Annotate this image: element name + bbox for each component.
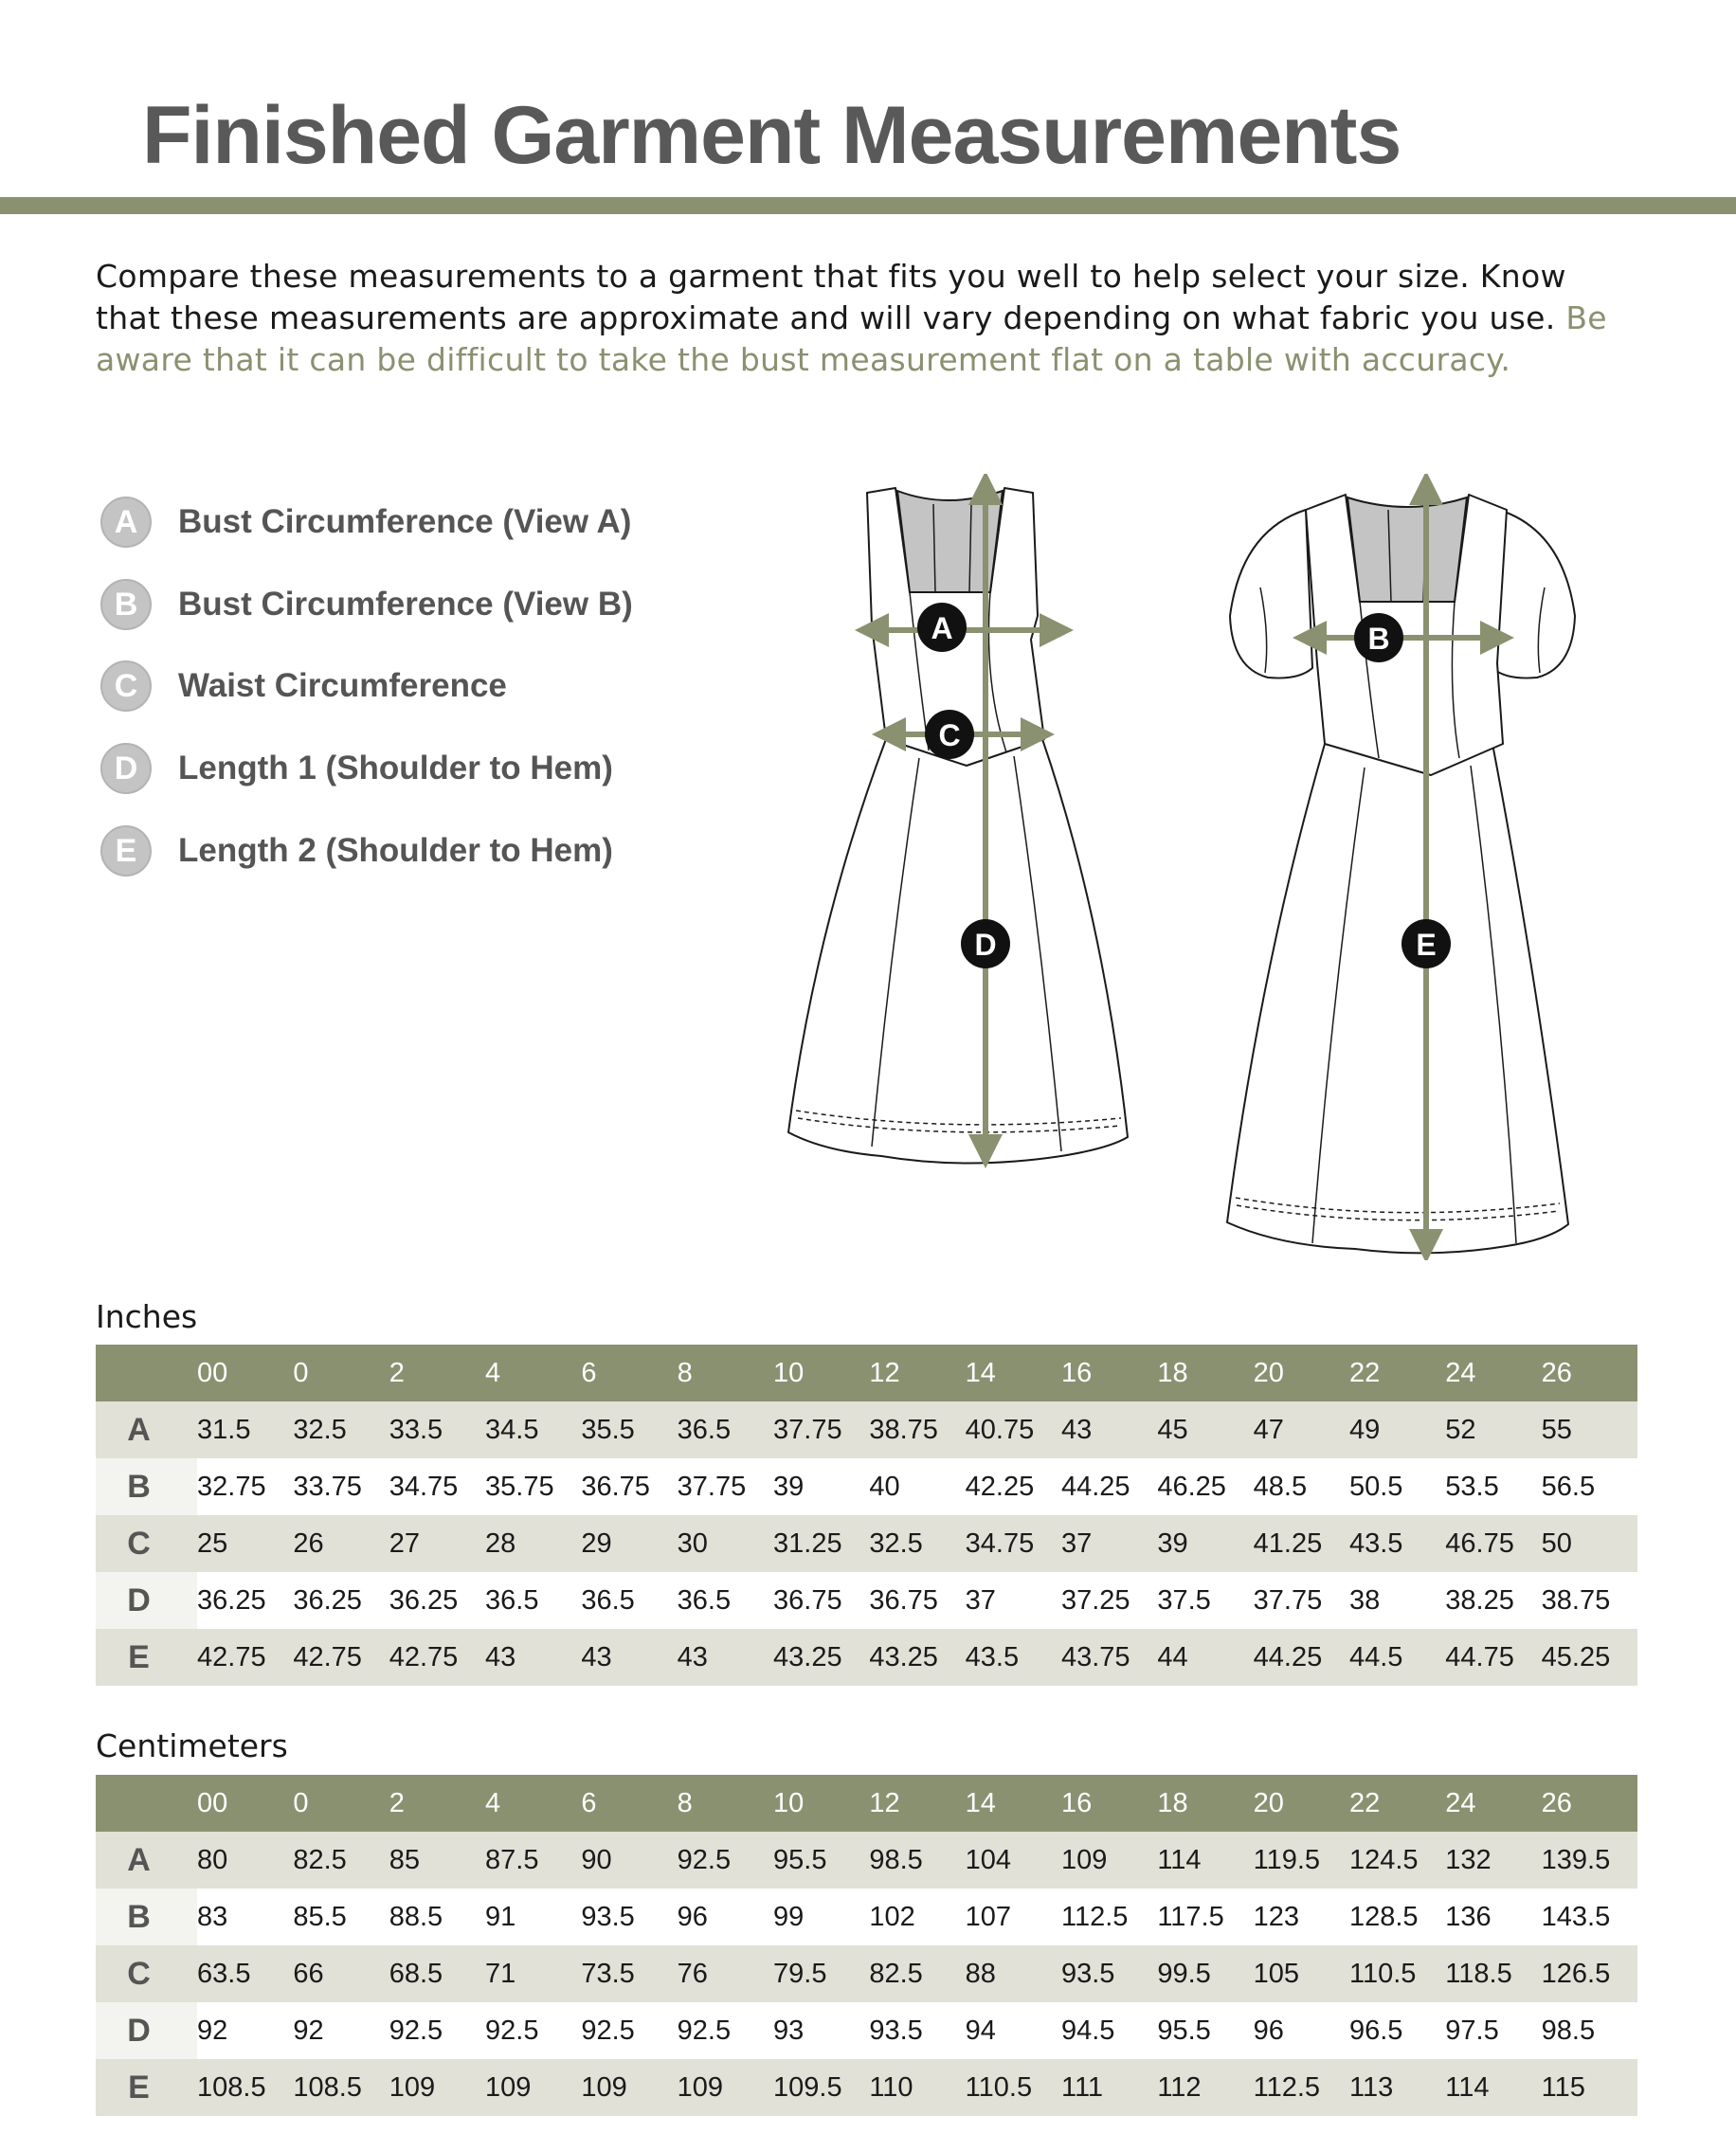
- intro-accent: Be aware that it can be difficult to take the bust measurement flat on a table with accuracy.: [96, 299, 1607, 378]
- table-row: [96, 1945, 1637, 2002]
- table-cell: 43.25: [869, 1641, 938, 1672]
- table-cell: 139.5: [1541, 1844, 1611, 1875]
- table-cell: 37.75: [677, 1471, 747, 1502]
- size-header: 2: [389, 1787, 405, 1818]
- size-header: 24: [1445, 1787, 1476, 1818]
- table-cell: 55: [1541, 1414, 1572, 1445]
- row-key: B: [96, 1889, 197, 1945]
- table-cell: 43: [485, 1641, 516, 1672]
- table-cell: 36.5: [677, 1584, 732, 1616]
- size-header: 2: [389, 1357, 405, 1388]
- header-corner: [96, 1345, 197, 1401]
- size-header: 22: [1348, 1787, 1381, 1818]
- marker-c: C: [938, 718, 961, 752]
- size-header: 00: [197, 1787, 228, 1818]
- table-cell: 93: [773, 2015, 805, 2046]
- row-key: A: [127, 1841, 151, 1878]
- size-header: 18: [1157, 1357, 1188, 1388]
- table-cell: 37: [1060, 1527, 1093, 1559]
- table-cell: 44: [1157, 1641, 1188, 1672]
- table-cell: 92.5: [677, 2015, 732, 2046]
- table-cell: 46.75: [1445, 1527, 1514, 1559]
- table-cell: 63.5: [197, 1958, 251, 1989]
- table-cell: 95.5: [1157, 2015, 1211, 2046]
- table-cell: 98.5: [869, 1844, 923, 1875]
- table-cell: 95.5: [773, 1844, 827, 1875]
- table-cell: 36.25: [389, 1584, 459, 1616]
- table-cell: 79.5: [773, 1958, 827, 1989]
- size-header: 4: [485, 1787, 501, 1818]
- table-cell: 117.5: [1157, 1901, 1224, 1932]
- size-header: 16: [1060, 1357, 1093, 1388]
- table-cell: 29: [581, 1527, 612, 1559]
- table-cell: 123: [1253, 1901, 1300, 1932]
- table-cell: 102: [869, 1901, 915, 1932]
- table-cell: 104: [965, 1844, 1012, 1875]
- table-cell: 109: [581, 2071, 627, 2103]
- table-cell: 32.5: [293, 1414, 347, 1445]
- table-cell: 43: [677, 1641, 708, 1672]
- table-cell: 36.25: [197, 1584, 266, 1616]
- legend-badge-c: C: [100, 660, 152, 712]
- table-cell: 99.5: [1157, 1958, 1211, 1989]
- table-cell: 92.5: [581, 2015, 635, 2046]
- size-header: 20: [1253, 1787, 1284, 1818]
- table-cell: 44.25: [1060, 1471, 1130, 1502]
- size-header: 10: [773, 1357, 805, 1388]
- legend-item-b: [100, 578, 633, 631]
- table-cell: 110: [869, 2071, 913, 2103]
- marker-e: E: [1416, 928, 1437, 962]
- intro-main: Compare these measurements to a garment that fits you well to help select your size. Know that these measurements are approximate and will vary depending on what fabric you use.: [96, 258, 1566, 336]
- table-cell: 32.5: [869, 1527, 923, 1559]
- legend-label-e: Length 2 (Shoulder to Hem): [178, 832, 613, 869]
- table-cell: 38: [1348, 1584, 1381, 1616]
- table-cell: 113: [1348, 2071, 1394, 2103]
- table-cell: 36.25: [293, 1584, 362, 1616]
- table-cell: 36.75: [581, 1471, 650, 1502]
- table-cell: 34.75: [389, 1471, 459, 1502]
- size-header: 22: [1348, 1357, 1381, 1388]
- row-key: E: [128, 1638, 150, 1675]
- header-corner: [96, 1775, 197, 1832]
- size-header: 00: [197, 1357, 228, 1388]
- size-header: 10: [773, 1787, 805, 1818]
- table-cell: 41.25: [1253, 1527, 1323, 1559]
- size-header: 0: [293, 1357, 309, 1388]
- table-cell: 45: [1157, 1414, 1188, 1445]
- table-cell: 73.5: [581, 1958, 635, 1989]
- table-cell: 114: [1157, 1844, 1202, 1875]
- legend-item-e: [100, 824, 613, 877]
- size-header: 16: [1060, 1787, 1093, 1818]
- table-cell: 28: [485, 1527, 516, 1559]
- intro-text: [96, 256, 1631, 381]
- table-cell: 43.75: [1060, 1641, 1130, 1672]
- table-cell: 38.25: [1445, 1584, 1514, 1616]
- table-cell: 36.5: [485, 1584, 539, 1616]
- table-cell: 92: [197, 2015, 228, 2046]
- legend-badge-b: B: [100, 579, 152, 630]
- table-cell: 42.75: [197, 1641, 266, 1672]
- table-cell: 36.75: [773, 1584, 842, 1616]
- table-cell: 93.5: [581, 1901, 635, 1932]
- table-row: [96, 1515, 1637, 1572]
- table-cell: 44.5: [1348, 1641, 1403, 1672]
- table-cell: 30: [677, 1527, 708, 1559]
- table-cell: 108.5: [293, 2071, 362, 2103]
- table-cell: 34.75: [965, 1527, 1035, 1559]
- title-divider: [0, 197, 1736, 214]
- table-cell: 88.5: [389, 1901, 443, 1932]
- table-cell: 37: [965, 1584, 996, 1616]
- table-cell: 126.5: [1541, 1958, 1611, 1989]
- table-cell: 42.75: [293, 1641, 362, 1672]
- legend-item-a: [100, 496, 631, 549]
- table-cell: 42.75: [389, 1641, 459, 1672]
- table-cell: 112: [1157, 2071, 1202, 2103]
- table-cell: 37.75: [1253, 1584, 1323, 1616]
- table-cell: 82.5: [293, 1844, 347, 1875]
- table-cell: 42.25: [965, 1471, 1035, 1502]
- table-cell: 110.5: [965, 2071, 1033, 2103]
- table-cell: 85: [389, 1844, 420, 1875]
- table-row: [96, 1458, 1637, 1515]
- row-key: C: [127, 1955, 151, 1992]
- marker-d: D: [974, 928, 997, 962]
- table-row: [96, 2002, 1637, 2059]
- size-header: 12: [869, 1357, 900, 1388]
- size-header: 8: [677, 1787, 693, 1818]
- table-cell: 109.5: [773, 2071, 842, 2103]
- table-cell: 87.5: [485, 1844, 539, 1875]
- table-cell: 45.25: [1541, 1641, 1611, 1672]
- legend-badge-a: A: [100, 497, 152, 548]
- size-header: 14: [965, 1357, 996, 1388]
- table-cell: 34.5: [485, 1414, 539, 1445]
- row-key: C: [127, 1525, 151, 1562]
- table-cell: 53.5: [1445, 1471, 1499, 1502]
- page-title: Finished Garment Measurements: [142, 90, 1401, 181]
- table-cell: 109: [1060, 1844, 1108, 1875]
- table-cell: 124.5: [1348, 1844, 1419, 1875]
- row-key: D: [96, 2002, 197, 2059]
- legend-badge-d: D: [100, 743, 152, 794]
- table-cell: 119.5: [1253, 1844, 1321, 1875]
- table-cell: 56.5: [1541, 1471, 1596, 1502]
- table-cell: 128.5: [1348, 1901, 1419, 1932]
- table-row: [96, 1832, 1637, 1889]
- table-cell: 36.75: [869, 1584, 938, 1616]
- table-cell: 114: [1445, 2071, 1490, 2103]
- size-header: 18: [1157, 1787, 1188, 1818]
- table-cell: 115: [1541, 2071, 1585, 2103]
- table-cell: 88: [965, 1958, 996, 1989]
- size-header: 12: [869, 1787, 900, 1818]
- table-cell: 39: [1157, 1527, 1188, 1559]
- table-cell: 96: [677, 1901, 708, 1932]
- table-cell: 50.5: [1348, 1471, 1403, 1502]
- table-cell: 91: [485, 1901, 516, 1932]
- row-key: E: [128, 2069, 150, 2106]
- table-cell: 118.5: [1445, 1958, 1512, 1989]
- table-cell: 37.5: [1157, 1584, 1211, 1616]
- table-cell: 43: [1060, 1414, 1093, 1445]
- dress-view-b-illustration: [1222, 474, 1582, 1260]
- table-cell: 76: [677, 1958, 708, 1989]
- inches-header-row: [96, 1345, 1637, 1401]
- marker-a: A: [931, 611, 953, 645]
- table-row: [96, 2059, 1637, 2116]
- table-cell: 37.75: [773, 1414, 842, 1445]
- row-key: A: [127, 1411, 151, 1448]
- table-cell: 92.5: [389, 2015, 443, 2046]
- table-cell: 93.5: [1060, 1958, 1115, 1989]
- table-cell: 43.25: [773, 1641, 842, 1672]
- table-cell: 132: [1445, 1844, 1492, 1875]
- table-cell: 80: [197, 1844, 228, 1875]
- size-header: 24: [1445, 1357, 1476, 1388]
- size-header: 20: [1253, 1357, 1284, 1388]
- centimeters-label: Centimeters: [96, 1727, 288, 1764]
- table-cell: 94: [965, 2015, 996, 2046]
- size-header: 4: [485, 1357, 501, 1388]
- table-cell: 38.75: [1541, 1584, 1611, 1616]
- table-cell: 50: [1541, 1527, 1572, 1559]
- table-row: [96, 1889, 1637, 1945]
- table-cell: 99: [773, 1901, 805, 1932]
- table-cell: 92.5: [677, 1844, 732, 1875]
- legend-badge-e: E: [100, 825, 152, 877]
- table-cell: 68.5: [389, 1958, 443, 1989]
- table-cell: 112.5: [1060, 1901, 1129, 1932]
- table-cell: 47: [1253, 1414, 1284, 1445]
- size-header: 14: [965, 1787, 996, 1818]
- table-cell: 83: [197, 1901, 228, 1932]
- table-cell: 109: [389, 2071, 436, 2103]
- table-cell: 36.5: [581, 1584, 635, 1616]
- table-cell: 44.75: [1445, 1641, 1514, 1672]
- table-cell: 52: [1445, 1414, 1476, 1445]
- size-header: 0: [293, 1787, 309, 1818]
- legend-item-c: [100, 660, 507, 713]
- table-cell: 25: [197, 1527, 228, 1559]
- table-cell: 31.5: [197, 1414, 251, 1445]
- table-cell: 109: [677, 2071, 724, 2103]
- table-cell: 32.75: [197, 1471, 266, 1502]
- dress-view-a-illustration: [777, 474, 1147, 1175]
- table-row: [96, 1401, 1637, 1458]
- centimeters-table: [96, 1775, 1637, 2116]
- table-cell: 48.5: [1253, 1471, 1308, 1502]
- table-cell: 43.5: [965, 1641, 1020, 1672]
- table-cell: 40: [869, 1471, 900, 1502]
- size-header: 26: [1541, 1357, 1572, 1388]
- table-cell: 112.5: [1253, 2071, 1321, 2103]
- table-cell: 38.75: [869, 1414, 938, 1445]
- table-cell: 43.5: [1348, 1527, 1403, 1559]
- table-cell: 31.25: [773, 1527, 842, 1559]
- table-cell: 43: [581, 1641, 612, 1672]
- legend-label-d: Length 1 (Shoulder to Hem): [178, 750, 613, 786]
- table-cell: 97.5: [1445, 2015, 1499, 2046]
- row-key: D: [96, 1572, 197, 1629]
- table-cell: 94.5: [1060, 2015, 1115, 2046]
- table-cell: 110.5: [1348, 1958, 1417, 1989]
- table-cell: 35.5: [581, 1414, 635, 1445]
- legend-label-a: Bust Circumference (View A): [178, 503, 632, 540]
- marker-b: B: [1367, 622, 1390, 656]
- size-header: 26: [1541, 1787, 1572, 1818]
- table-cell: 35.75: [485, 1471, 554, 1502]
- table-cell: 46.25: [1157, 1471, 1226, 1502]
- table-cell: 92: [293, 2015, 324, 2046]
- table-cell: 40.75: [965, 1414, 1035, 1445]
- table-cell: 136: [1445, 1901, 1492, 1932]
- table-cell: 26: [293, 1527, 324, 1559]
- table-cell: 90: [581, 1844, 612, 1875]
- table-cell: 66: [293, 1958, 324, 1989]
- table-cell: 107: [965, 1901, 1012, 1932]
- legend-label-c: Waist Circumference: [178, 667, 507, 704]
- table-cell: 92.5: [485, 2015, 539, 2046]
- table-row: [96, 1629, 1637, 1686]
- table-cell: 105: [1253, 1958, 1300, 1989]
- table-cell: 96.5: [1348, 2015, 1403, 2046]
- centimeters-header-row: [96, 1775, 1637, 1832]
- table-cell: 143.5: [1541, 1901, 1611, 1932]
- table-cell: 93.5: [869, 2015, 923, 2046]
- table-cell: 85.5: [293, 1901, 347, 1932]
- table-cell: 37.25: [1060, 1584, 1130, 1616]
- table-cell: 109: [485, 2071, 532, 2103]
- inches-table: [96, 1345, 1637, 1686]
- table-cell: 27: [389, 1527, 420, 1559]
- table-cell: 108.5: [197, 2071, 266, 2103]
- size-header: 8: [677, 1357, 693, 1388]
- inches-label: Inches: [96, 1298, 198, 1335]
- table-cell: 82.5: [869, 1958, 923, 1989]
- legend-item-d: [100, 742, 613, 795]
- table-row: [96, 1572, 1637, 1629]
- table-cell: 39: [773, 1471, 805, 1502]
- row-key: B: [96, 1458, 197, 1515]
- size-header: 6: [581, 1787, 597, 1818]
- table-cell: 33.75: [293, 1471, 362, 1502]
- size-header: 6: [581, 1357, 597, 1388]
- table-cell: 71: [485, 1958, 516, 1989]
- table-cell: 98.5: [1541, 2015, 1596, 2046]
- legend-label-b: Bust Circumference (View B): [178, 586, 633, 623]
- table-cell: 33.5: [389, 1414, 443, 1445]
- table-cell: 36.5: [677, 1414, 732, 1445]
- table-cell: 49: [1348, 1414, 1381, 1445]
- table-cell: 96: [1253, 2015, 1284, 2046]
- table-cell: 111: [1060, 2071, 1104, 2103]
- table-cell: 44.25: [1253, 1641, 1323, 1672]
